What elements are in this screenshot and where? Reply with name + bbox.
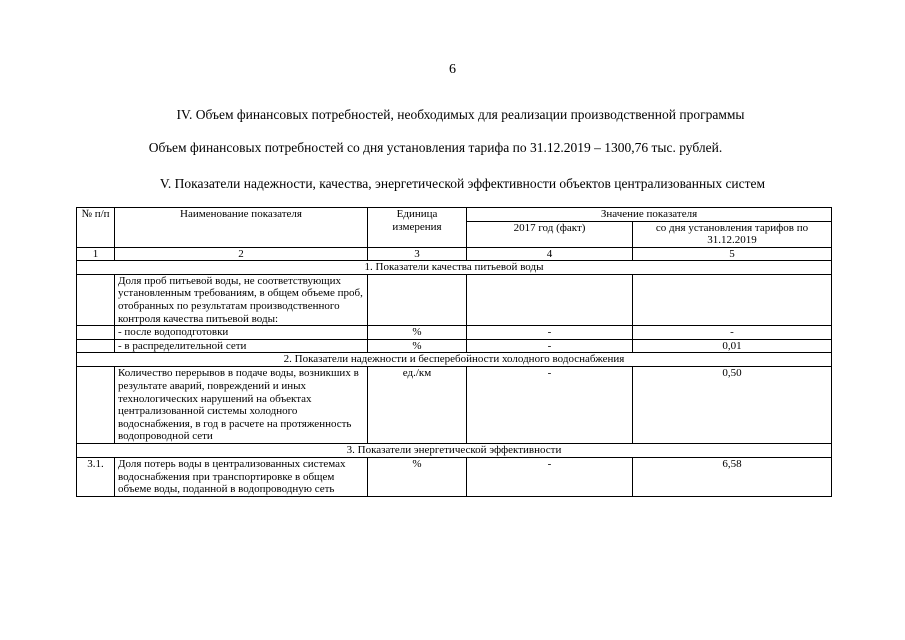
column-numbers-row (77, 247, 832, 260)
table-row (77, 457, 832, 496)
unit-cell: % (368, 457, 467, 496)
header-num: № п/п (77, 208, 115, 248)
table-row (77, 274, 832, 325)
row-number (77, 274, 115, 325)
header-unit: Единица измерения (368, 208, 467, 248)
row-number (77, 339, 115, 353)
column-number: 2 (115, 247, 368, 260)
header-tariff-period: со дня установления тарифов по 31.12.2019 (633, 221, 832, 247)
indicator-name: Доля проб питьевой воды, не соответствующих установленным требованиям, в общем объеме проб, отобранных по результатам производственного контроля качества питьевой воды: (115, 274, 368, 325)
unit-cell: % (368, 326, 467, 340)
fact-2017-value: - (467, 457, 633, 496)
indicator-name: - после водоподготовки (115, 326, 368, 340)
tariff-period-value: 6,58 (633, 457, 832, 496)
tariff-period-value: - (633, 326, 832, 340)
table-row (77, 326, 832, 340)
row-number: 3.1. (77, 457, 115, 496)
section-4-title: IV. Объем финансовых потребностей, необходимых для реализации производственной программы (176, 107, 745, 122)
fact-2017-value: - (467, 339, 633, 353)
section-row (77, 443, 832, 457)
header-name: Наименование показателя (115, 208, 368, 248)
section-title: 1. Показатели качества питьевой воды (77, 260, 832, 274)
section-5-title: V. Показатели надежности, качества, энергетической эффективности объектов централизованных систем (159, 176, 766, 191)
indicator-name: Количество перерывов в подаче воды, возникших в результате аварий, повреждений и иных технологических нарушений на объектах централизованной системы холодного водоснабжения, в год в расчете на протяженность водопроводной сети (115, 367, 368, 444)
fact-2017-value: - (467, 326, 633, 340)
indicator-name: Доля потерь воды в централизованных системах водоснабжения при транспортировке в общем объеме воды, поданной в водопроводную сеть (115, 457, 368, 496)
section-title: 2. Показатели надежности и бесперебойности холодного водоснабжения (77, 353, 832, 367)
indicator-name: - в распределительной сети (115, 339, 368, 353)
fact-2017-value (467, 274, 633, 325)
table-row (77, 367, 832, 444)
row-number (77, 326, 115, 340)
financial-needs-text: Объем финансовых потребностей со дня установления тарифа по 31.12.2019 – 1300,76 тыс. рублей. (148, 140, 723, 155)
unit-cell: ед./км (368, 367, 467, 444)
indicators-table (76, 207, 832, 497)
column-number: 5 (633, 247, 832, 260)
unit-cell: % (368, 339, 467, 353)
header-row (77, 208, 832, 222)
column-number: 3 (368, 247, 467, 260)
tariff-period-value: 0,50 (633, 367, 832, 444)
row-number (77, 367, 115, 444)
fact-2017-value: - (467, 367, 633, 444)
column-number: 1 (77, 247, 115, 260)
header-value: Значение показателя (467, 208, 832, 222)
unit-cell (368, 274, 467, 325)
section-title: 3. Показатели энергетической эффективности (77, 443, 832, 457)
tariff-period-value: 0,01 (633, 339, 832, 353)
column-number: 4 (467, 247, 633, 260)
header-fact-2017: 2017 год (факт) (467, 221, 633, 247)
tariff-period-value (633, 274, 832, 325)
page-number: 6 (449, 62, 456, 77)
section-row (77, 353, 832, 367)
section-row (77, 260, 832, 274)
table-row (77, 339, 832, 353)
